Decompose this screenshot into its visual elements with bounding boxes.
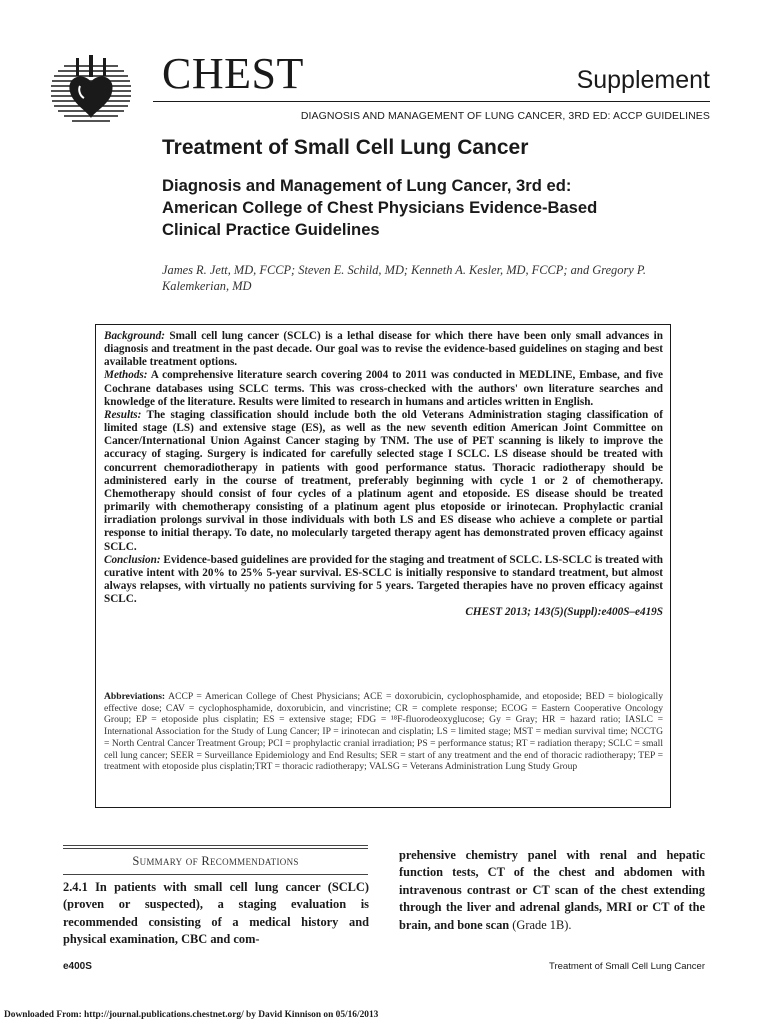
- abstract-results: [104, 409, 663, 554]
- methods-label: Methods:: [104, 369, 148, 382]
- abstract-background: [104, 330, 663, 369]
- author-list: James R. Jett, MD, FCCP; Steven E. Schild, MD; Kenneth A. Kesler, MD, FCCP; and Gregory P. Kalemkerian, MD: [162, 263, 646, 293]
- recommendations-top-rule-2: [63, 848, 368, 849]
- abbreviations: [104, 691, 663, 773]
- recommendations-top-rule: [63, 845, 368, 846]
- supplement-label: Supplement: [576, 66, 710, 94]
- running-title: Treatment of Small Cell Lung Cancer: [549, 961, 705, 972]
- recommendation-grade: (Grade 1B).: [512, 917, 572, 932]
- abbreviations-label: Abbreviations:: [104, 691, 166, 702]
- article-title: Treatment of Small Cell Lung Cancer: [162, 136, 529, 159]
- header-divider: [153, 101, 710, 102]
- chest-heart-logo-icon: [50, 52, 132, 132]
- methods-text: A comprehensive literature search covering 2004 to 2011 was conducted in MEDLINE, Embase, and five Cochrane databases using SCLC terms. This was cross-checked with the authors' own literature searches and knowledge of the literature. Results were limited to research in humans and articles written in English.: [104, 369, 664, 408]
- results-label: Results:: [104, 408, 142, 421]
- recommendation-right-column: [399, 847, 705, 934]
- download-note: Downloaded From: http://journal.publications.chestnet.org/ by David Kinnison on 05/16/2013: [4, 1010, 379, 1020]
- recommendations-bottom-rule: [63, 874, 368, 875]
- conclusion-label: Conclusion:: [104, 553, 161, 566]
- results-text: The staging classification should include both the old Veterans Administration staging classification of limited stage (LS) and extensive stage (ES), as well as the new seventh edition American Joint Committee on Cancer/International Union Against Cancer staging by TNM. The use of PET scanning is likely to improve the accuracy of staging. Surgery is indicated for carefully selected stage I SCLC. LS disease should be treated with concurrent chemoradiotherapy in patients with good performance status. Thoracic radiotherapy should be administered early in the course of treatment, preferably beginning with cycle 1 or 2 of chemotherapy. Chemotherapy should consist of four cycles of a platinum agent and etoposide. ES disease should be treated primarily with chemotherapy consisting of a platinum agent plus etoposide or irinotecan. Prophylactic cranial irradiation prolongs survival in those individuals with both LS and ES disease who achieve a complete or partial response to initial therapy. To date, no molecularly targeted therapy agent has demonstrated proven efficacy against SCLC.: [104, 408, 663, 553]
- journal-masthead: CHEST: [162, 49, 304, 98]
- citation: CHEST 2013; 143(5)(Suppl):e400S–e419S: [465, 606, 663, 619]
- background-label: Background:: [104, 330, 165, 342]
- conclusion-text: Evidence-based guidelines are provided for the staging and treatment of SCLC. LS-SCLC is treated with curative intent with 20% to 25% 5-year survival. ES-SCLC is initially responsive to standard treatment, but almost always relapses, with virtually no patients surviving for 5 years. Targeted therapies have no proven efficacy against SCLC.: [104, 553, 663, 606]
- background-text: Small cell lung cancer (SCLC) is a lethal disease for which there have been only small advances in diagnosis and treatment in the past decade. Our goal was to revise the evidence-based guidelines on staging and best available treatment options.: [104, 330, 663, 369]
- abstract-methods: [104, 369, 663, 408]
- abstract-body: [104, 330, 663, 619]
- recommendation-continued-text: prehensive chemistry panel with renal and hepatic function tests, CT of the chest and abdomen with intravenous contrast or CT scan of the chest extending through the liver and adrenal glands, MRI or CT of the brain, and bone scan: [399, 848, 705, 932]
- article-subtitle: Diagnosis and Management of Lung Cancer, 3rd ed: American College of Chest Physicians Evidence-Based Clinical Practice Guidelines: [162, 176, 598, 239]
- recommendation-left-column: 2.4.1 In patients with small cell lung cancer (SCLC) (proven or suspected), a staging evaluation is recommended consisting of a medical history and physical examination, CBC and com-: [63, 880, 369, 947]
- page-number: e400S: [63, 961, 92, 972]
- series-title: DIAGNOSIS AND MANAGEMENT OF LUNG CANCER, 3RD ED: ACCP GUIDELINES: [300, 110, 710, 122]
- abbreviations-text: ACCP = American College of Chest Physicians; ACE = doxorubicin, cyclophosphamide, and etoposide; BED = biologically effective dose; CAV = cyclophosphamide, doxorubicin, and vincristine; CR = complete response; ECOG = Eastern Cooperative Oncology Group; EP = etoposide plus cisplatin; ES = extensive stage; FDG = ¹⁸F-fluorodeoxyglucose; Gy = Gray; HR = hazard ratio; IASLC = International Association for the Study of Lung Cancer; IP = irinotecan and cisplatin; LS = limited stage; MST = median survival time; NCCTG = North Central Cancer Treatment Group; PCI = prophylactic cranial irradiation; PS = performance status; RT = radiation therapy; SCLC = small cell lung cancer; SEER = Surveillance Epidemiology and End Results; SER = start of any treatment and the end of thoracic radiotherapy; TEP = treatment with etoposide plus cisplatin;TRT = thoracic radiotherapy; VALSG = Veterans Administration Lung Study Group: [104, 691, 663, 773]
- abstract-conclusion: [104, 554, 663, 607]
- recommendations-heading: Summary of Recommendations: [132, 854, 299, 868]
